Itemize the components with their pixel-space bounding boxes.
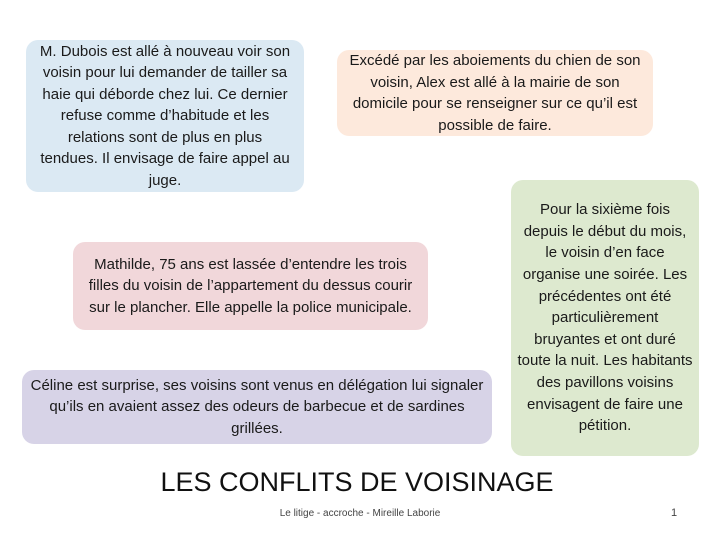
- case-card-dubois: [26, 40, 304, 192]
- page-number: 1: [670, 507, 678, 519]
- case-text-mathilde: Mathilde, 75 ans est lassée d’entendre les trois filles du voisin de l’appartement du dessus courir sur le plancher. Elle appelle la police municipale.: [88, 255, 413, 316]
- case-card-mathilde: [73, 242, 428, 330]
- case-text-alex: Excédé par les aboiements du chien de son voisin, Alex est allé à la mairie de son domicile pour se renseigner sur ce qu’il est possible de faire.: [349, 52, 641, 134]
- slide-title: LES CONFLITS DE VOISINAGE: [160, 467, 554, 497]
- case-card-sixieme-fois: [511, 180, 699, 456]
- case-card-celine: [22, 370, 492, 444]
- slide-footer: Le litige - accroche - Mireille Laborie: [279, 508, 441, 519]
- case-text-dubois: M. Dubois est allé à nouveau voir son voisin pour lui demander de tailler sa haie qui déborde chez lui. Ce dernier refuse comme d’habitude et les relations sont de plus en plus tendues. Il envisage de faire appel au juge.: [39, 42, 291, 189]
- case-text-celine: Céline est surprise, ses voisins sont venus en délégation lui signaler qu’ils en avaient assez des odeurs de barbecue et de sardines grillées.: [30, 376, 484, 437]
- case-text-sixieme-fois: Pour la sixième fois depuis le début du mois, le voisin d’en face organise une soirée. Les précédentes ont été particulièrement bruyantes et ont duré toute la nuit. Les habitants des pavillons voisins envisagent de faire une pétition.: [517, 201, 693, 435]
- case-card-alex: [337, 50, 653, 136]
